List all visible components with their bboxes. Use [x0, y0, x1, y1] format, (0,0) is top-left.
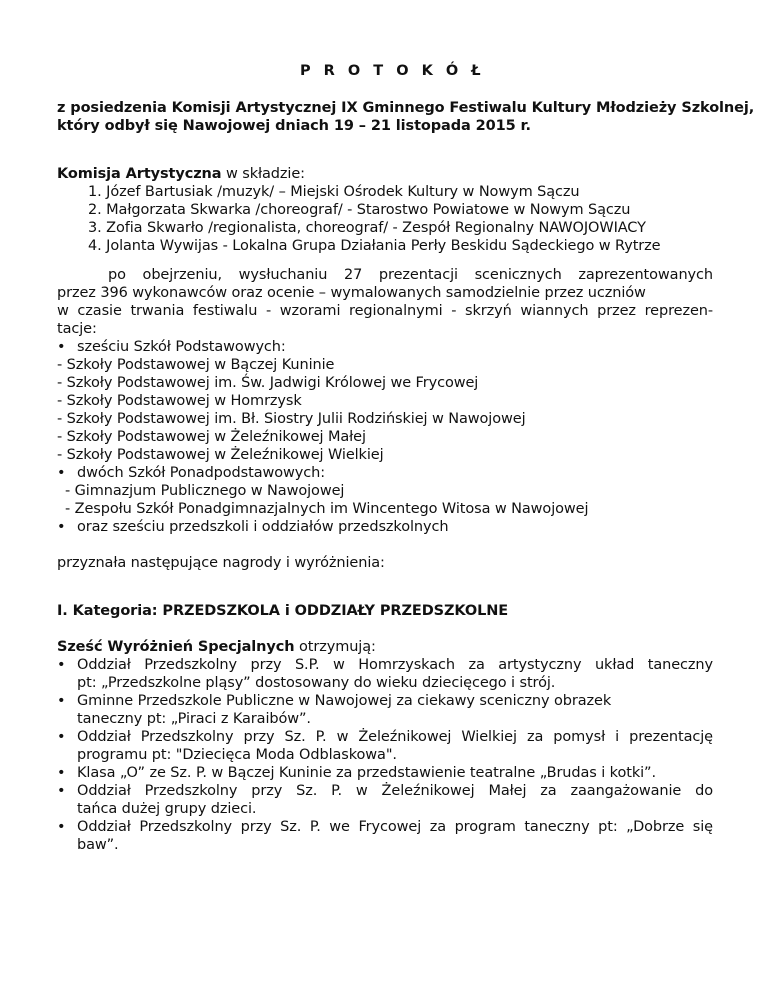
- award-item-continuation: baw”.: [77, 837, 119, 853]
- award-item-continuation: pt: „Przedszkolne pląsy” dostosowany do wieku dziecięcego i strój.: [77, 675, 556, 691]
- award-item: • Oddział Przedszkolny przy Sz. P. w Żeleźnikowej Wielkiej za pomysł i prezentację: [77, 728, 713, 746]
- subtitle-line-1: z posiedzenia Komisji Artystycznej IX Gminnego Festiwalu Kultury Młodzieży Szkolnej,: [57, 100, 755, 116]
- awards-heading-bold: Sześć Wyróżnień Specjalnych: [57, 639, 295, 655]
- school-item: - Szkoły Podstawowej w Żeleźnikowej Małej: [57, 429, 366, 445]
- commission-member: 3. Zofia Skwarło /regionalista, choreograf/ - Zespół Regionalny NAWOJOWIACY: [88, 220, 646, 236]
- award-item: • Klasa „O” ze Sz. P. w Bączej Kuninie za przedstawienie teatralne „Brudas i kotki”.: [77, 764, 656, 782]
- intro-line-3: w czasie trwania festiwalu - wzorami regionalnymi - skrzyń wiannych przez reprezen-: [57, 303, 713, 319]
- award-item: • Oddział Przedszkolny przy S.P. w Homrzyskach za artystyczny układ taneczny: [77, 656, 713, 674]
- awards-heading: [57, 638, 376, 656]
- commission-member: 1. Józef Bartusiak /muzyk/ – Miejski Ośrodek Kultury w Nowym Sączu: [88, 184, 580, 200]
- school-item: - Szkoły Podstawowej w Żeleźnikowej Wielkiej: [57, 447, 384, 463]
- preschools-heading: • oraz sześciu przedszkoli i oddziałów przedszkolnych: [77, 518, 448, 536]
- award-item: • Gminne Przedszkole Publiczne w Nawojowej za ciekawy sceniczny obrazek: [77, 692, 611, 710]
- award-item-continuation: programu pt: "Dziecięca Moda Odblaskowa".: [77, 747, 397, 763]
- school-item: - Szkoły Podstawowej w Bączej Kuninie: [57, 357, 335, 373]
- intro-line-4: tacje:: [57, 321, 97, 337]
- award-item: • Oddział Przedszkolny przy Sz. P. we Frycowej za program taneczny pt: „Dobrze się: [77, 818, 713, 836]
- award-item-continuation: tańca dużej grupy dzieci.: [77, 801, 257, 817]
- commission-heading-rest: w składzie:: [221, 166, 305, 182]
- commission-member: 4. Jolanta Wywijas - Lokalna Grupa Działania Perły Beskidu Sądeckiego w Rytrze: [88, 238, 661, 254]
- intro-line-1: po obejrzeniu, wysłuchaniu 27 prezentacji scenicznych zaprezentowanych: [108, 267, 713, 283]
- commission-heading-bold: Komisja Artystyczna: [57, 166, 222, 182]
- school-item: - Szkoły Podstawowej im. Św. Jadwigi Królowej we Frycowej: [57, 375, 479, 391]
- subtitle-line-2: który odbył się Nawojowej dniach 19 – 21 listopada 2015 r.: [57, 118, 531, 134]
- school-item: - Zespołu Szkół Ponadgimnazjalnych im Wincentego Witosa w Nawojowej: [65, 501, 589, 517]
- intro-line-2: przez 396 wykonawców oraz ocenie – wymalowanych samodzielnie przez uczniów: [57, 285, 646, 301]
- awards-heading-rest: otrzymują:: [294, 639, 376, 655]
- award-item-continuation: taneczny pt: „Piraci z Karaibów”.: [77, 711, 311, 727]
- category-heading: I. Kategoria: PRZEDSZKOLA i ODDZIAŁY PRZEDSZKOLNE: [57, 603, 509, 619]
- commission-heading: [57, 165, 305, 183]
- award-item: • Oddział Przedszkolny przy Sz. P. w Żeleźnikowej Małej za zaangażowanie do: [77, 782, 713, 800]
- school-item: - Szkoły Podstawowej w Homrzysk: [57, 393, 302, 409]
- commission-member: 2. Małgorzata Skwarka /choreograf/ - Starostwo Powiatowe w Nowym Sączu: [88, 202, 631, 218]
- secondary-schools-heading: • dwóch Szkół Ponadpodstawowych:: [77, 464, 325, 482]
- awarded-line: przyznała następujące nagrody i wyróżnienia:: [57, 555, 385, 571]
- document-title: P R O T O K Ó Ł: [300, 63, 485, 79]
- primary-schools-heading: • sześciu Szkół Podstawowych:: [77, 338, 286, 356]
- school-item: - Szkoły Podstawowej im. Bł. Siostry Julii Rodzińskiej w Nawojowej: [57, 411, 526, 427]
- school-item: - Gimnazjum Publicznego w Nawojowej: [65, 483, 345, 499]
